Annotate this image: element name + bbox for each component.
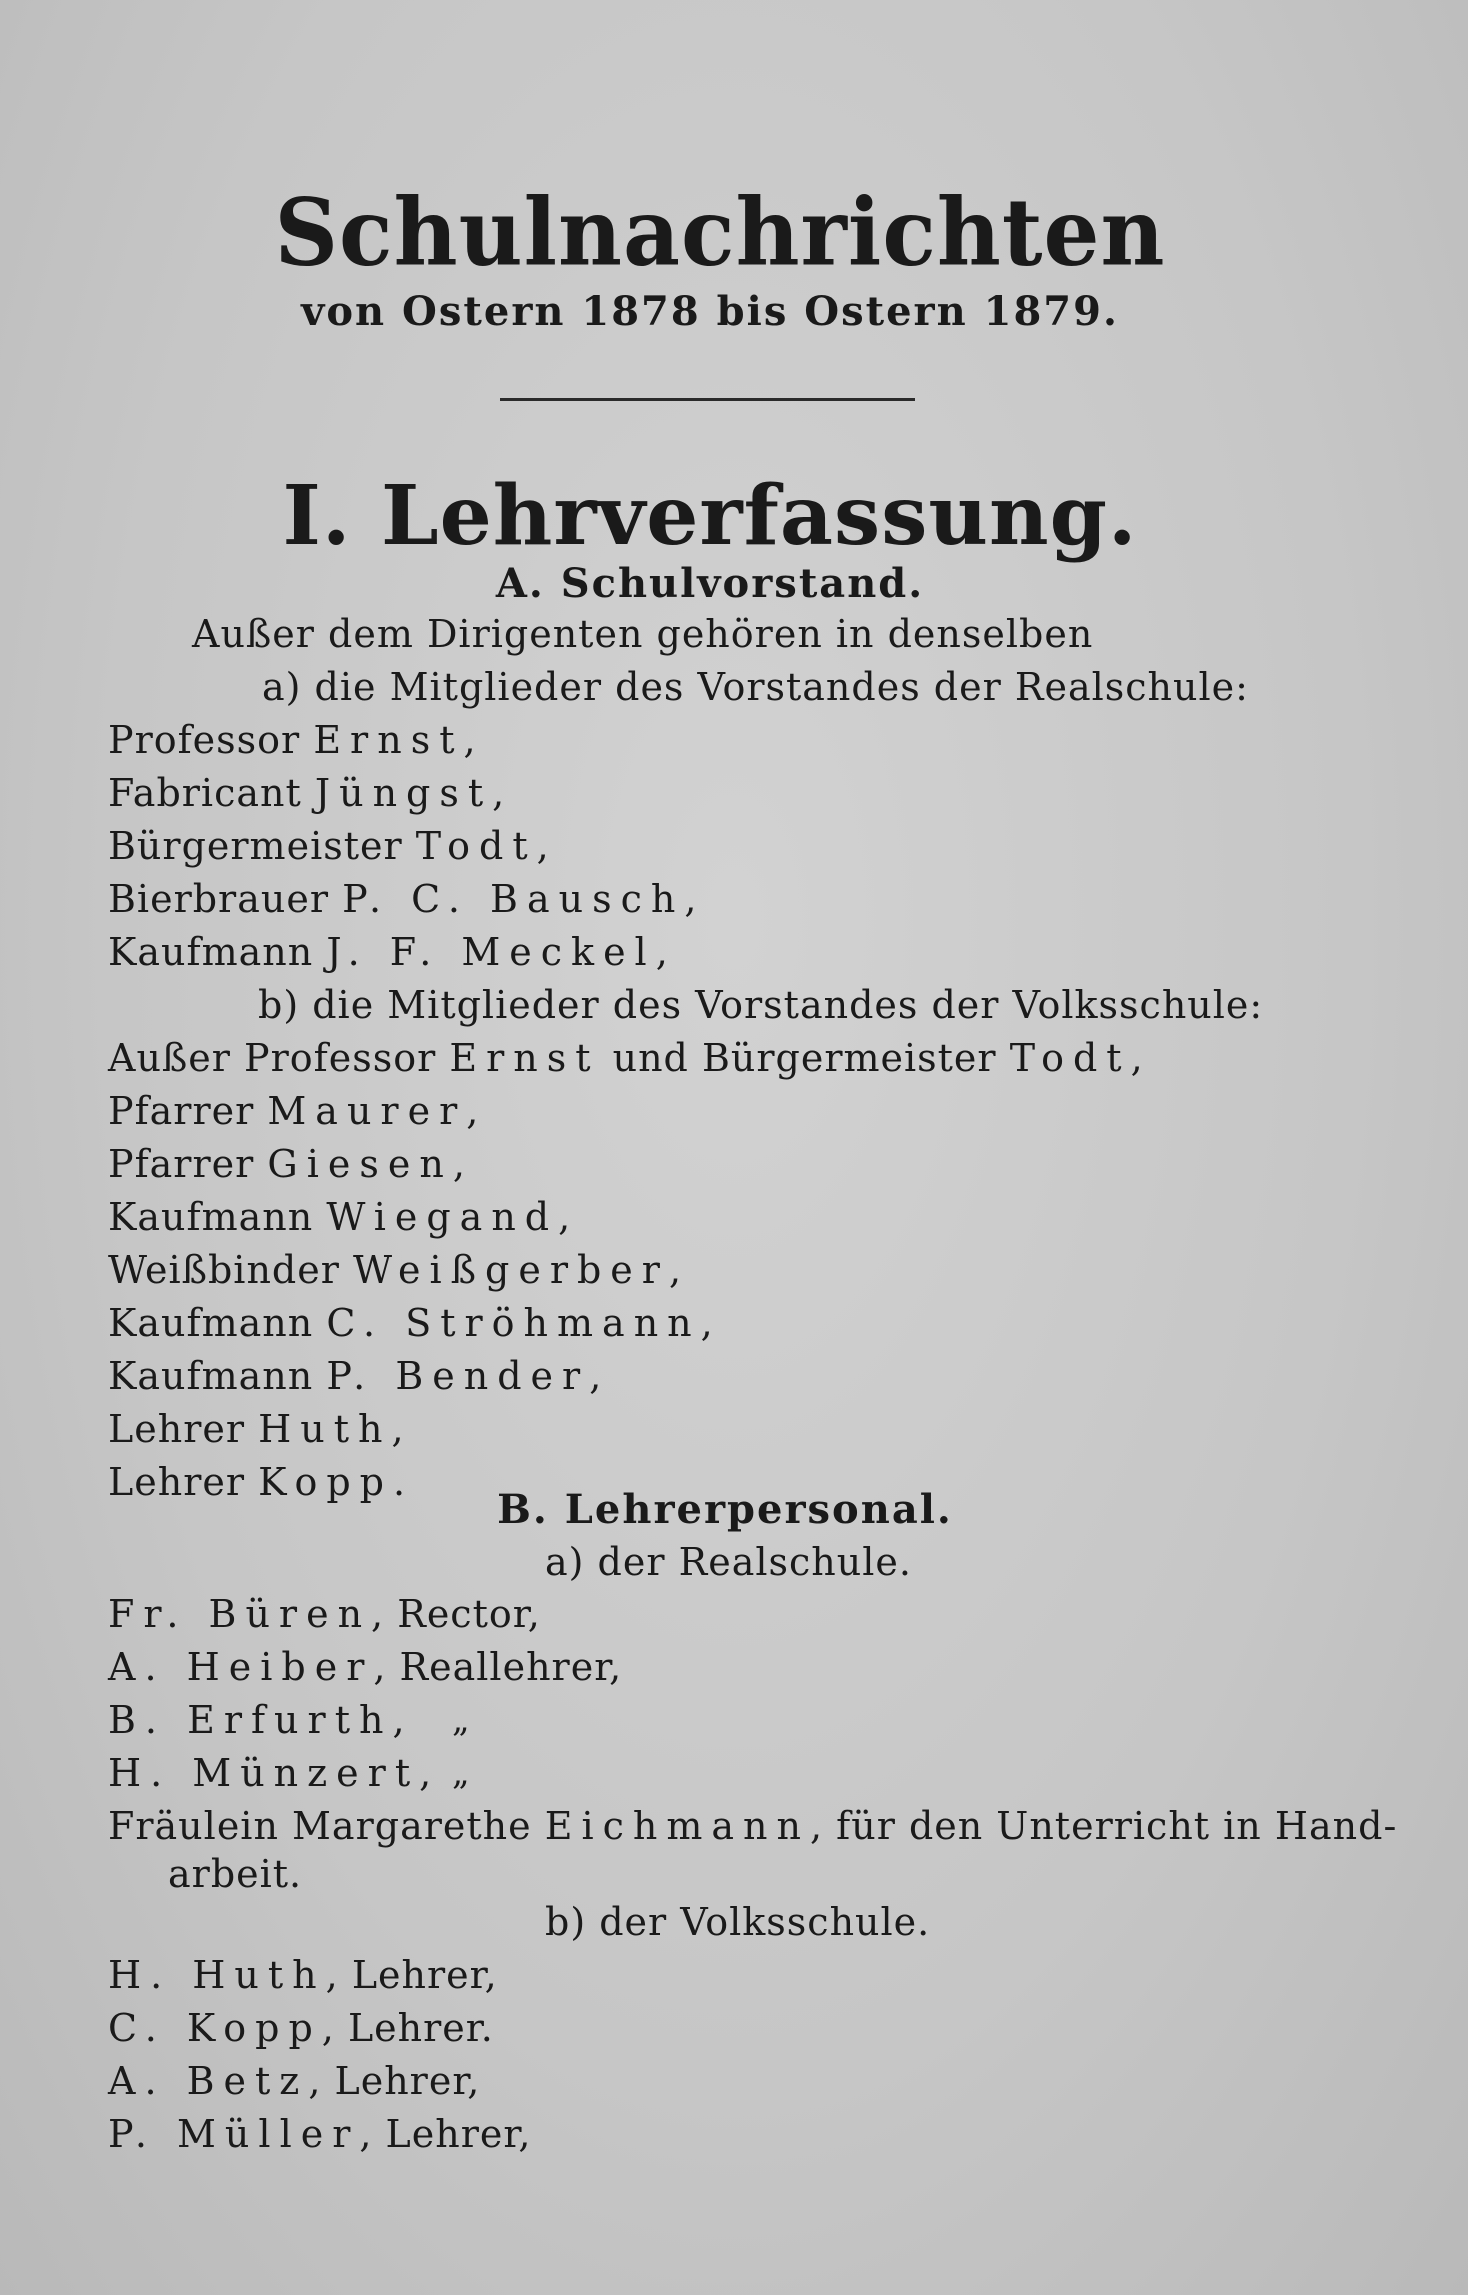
punctuation: , — [463, 718, 477, 762]
member-role: Pfarrer — [108, 1142, 255, 1186]
teacher-name: C. Kopp — [108, 2006, 322, 2050]
list-item — [108, 1645, 622, 1689]
teacher-prefix: Fräulein Margarethe — [108, 1804, 532, 1848]
punctuation: , — [536, 824, 550, 868]
punctuation: , — [1130, 1036, 1144, 1080]
punctuation: , — [452, 1142, 466, 1186]
punctuation: , — [700, 1301, 714, 1345]
member-name: Maurer — [267, 1089, 467, 1133]
realschule-label: a) der Realschule. — [545, 1540, 912, 1584]
member-name: Wiegand — [326, 1195, 559, 1239]
subheading-lehrerpersonal: B. Lehrerpersonal. — [497, 1486, 953, 1533]
punctuation: , — [655, 930, 669, 974]
member-name: P. C. Bausch — [342, 877, 685, 921]
list-item — [108, 824, 550, 868]
subheading-schulvorstand: A. Schulvorstand. — [495, 560, 925, 607]
list-item — [108, 1592, 541, 1636]
divider-rule — [500, 398, 915, 401]
member-role: Pfarrer — [108, 1089, 255, 1133]
list-item — [108, 718, 477, 762]
teacher-role: , Rector, — [371, 1592, 541, 1636]
teacher-name: P. Müller — [108, 2112, 360, 2156]
member-role: Bierbrauer — [108, 877, 330, 921]
member-role: Professor — [108, 718, 301, 762]
page-subtitle: von Ostern 1878 bis Ostern 1879. — [301, 288, 1119, 335]
member-name: Weißgerber — [353, 1248, 669, 1292]
teacher-role: , — [419, 1751, 433, 1795]
list-item — [108, 877, 697, 921]
member-name: Giesen — [267, 1142, 453, 1186]
punctuation: , — [684, 877, 698, 921]
list-item — [108, 1301, 714, 1345]
list-item — [108, 1195, 571, 1239]
teacher-name: H. Huth — [108, 1953, 326, 1997]
member-role: Kaufmann — [108, 930, 314, 974]
list-item — [108, 1248, 682, 1292]
list-item — [108, 2059, 480, 2103]
list-item — [108, 1142, 466, 1186]
volksschule-label: b) der Volksschule. — [545, 1900, 931, 1944]
member-name: Ernst — [313, 718, 464, 762]
page-title: Schulnachrichten — [274, 177, 1166, 287]
member-role: Lehrer — [108, 1407, 246, 1451]
member-name: Todt — [415, 824, 537, 868]
teacher-role: , Lehrer, — [325, 1953, 498, 1997]
member-name: Huth — [258, 1407, 392, 1451]
member-role: Weißbinder — [108, 1248, 340, 1292]
teacher-role: , für den Unterricht in Hand- — [810, 1804, 1398, 1848]
punctuation: , — [391, 1407, 405, 1451]
member-role: Kaufmann — [108, 1195, 314, 1239]
intro-text: Außer Professor — [108, 1036, 437, 1080]
list-item — [108, 1089, 479, 1133]
teacher-name: B. Erfurth — [108, 1698, 393, 1742]
teacher-name: H. Münzert — [108, 1751, 420, 1795]
list-item — [108, 771, 505, 815]
list-item — [108, 1354, 602, 1398]
teacher-name: Fr. Büren — [108, 1592, 372, 1636]
list-item — [108, 1698, 406, 1742]
member-name: Todt — [1009, 1036, 1131, 1080]
teacher-role: , — [392, 1698, 406, 1742]
punctuation: , — [668, 1248, 683, 1292]
teacher-name: A. Heiber — [108, 1645, 374, 1689]
punctuation: , — [558, 1195, 572, 1239]
member-name: Kopp — [258, 1460, 394, 1504]
member-name: C. Ströhmann — [326, 1301, 701, 1345]
group-a-label: a) die Mitglieder des Vorstandes der Realschule: — [262, 665, 1249, 709]
member-role: Lehrer — [108, 1460, 246, 1504]
fraulein-continuation: arbeit. — [168, 1852, 303, 1896]
list-item — [108, 1751, 432, 1795]
teacher-role: , Lehrer, — [308, 2059, 481, 2103]
member-name: Jüngst — [314, 771, 493, 815]
list-item — [108, 1407, 405, 1451]
section-title: I. Lehrverfassung. — [282, 468, 1138, 564]
list-item — [108, 930, 669, 974]
list-item — [108, 1953, 498, 1997]
teacher-name: A. Betz — [108, 2059, 309, 2103]
teacher-name: Eichmann — [544, 1804, 810, 1848]
fraulein-line — [108, 1804, 1397, 1848]
ditto-mark: „ — [452, 1700, 470, 1740]
member-role: Bürgermeister — [108, 824, 403, 868]
member-role: Fabricant — [108, 771, 302, 815]
teacher-role: , Lehrer. — [321, 2006, 494, 2050]
punctuation: . — [393, 1460, 407, 1504]
member-name: Ernst — [449, 1036, 600, 1080]
list-item — [108, 2006, 494, 2050]
member-name: P. Bender — [326, 1354, 590, 1398]
punctuation: , — [466, 1089, 480, 1133]
member-role: Kaufmann — [108, 1301, 314, 1345]
group-b-intro — [108, 1036, 1144, 1080]
teacher-role: , Reallehrer, — [373, 1645, 623, 1689]
punctuation: , — [492, 771, 506, 815]
member-role: Kaufmann — [108, 1354, 314, 1398]
group-b-label: b) die Mitglieder des Vorstandes der Volksschule: — [258, 983, 1264, 1027]
intro-text: und Bürgermeister — [612, 1036, 997, 1080]
intro-line: Außer dem Dirigenten gehören in denselben — [192, 612, 1094, 656]
list-item — [108, 2112, 531, 2156]
ditto-mark: „ — [452, 1753, 470, 1793]
punctuation: , — [589, 1354, 603, 1398]
teacher-role: , Lehrer, — [359, 2112, 532, 2156]
member-name: J. F. Meckel — [326, 930, 656, 974]
